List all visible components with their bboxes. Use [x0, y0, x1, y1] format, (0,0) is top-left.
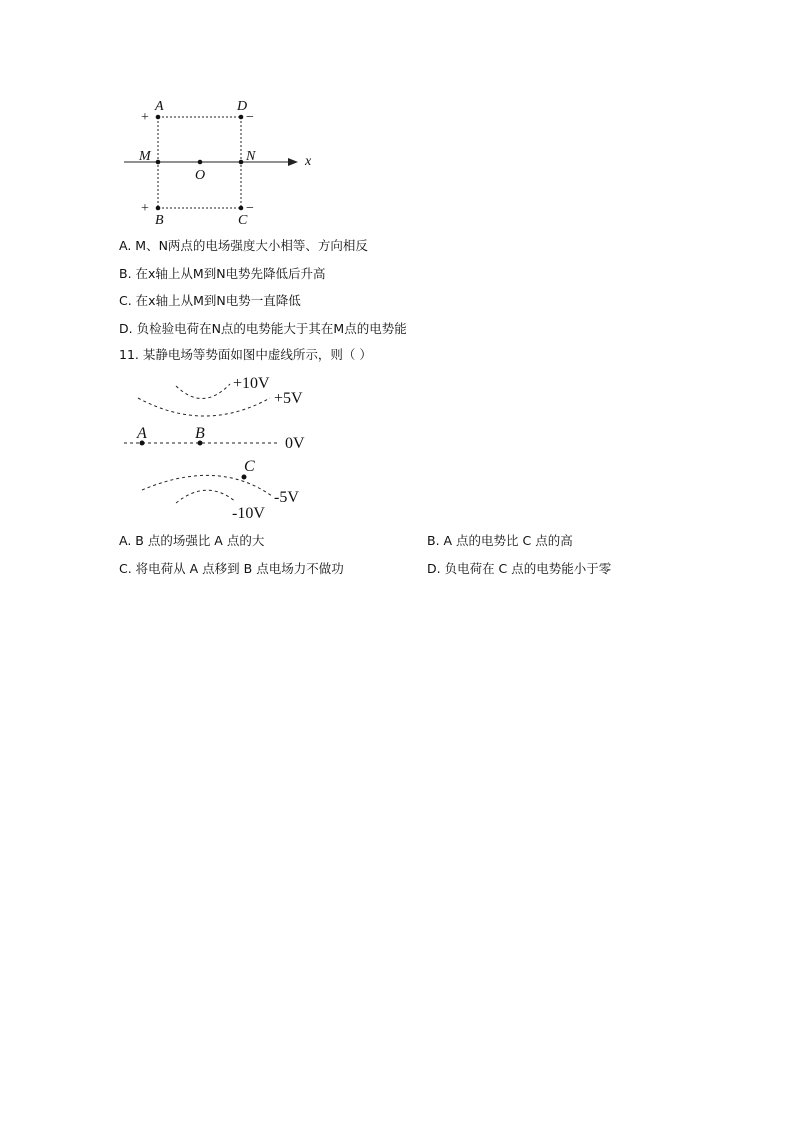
label-m: M	[139, 149, 151, 164]
label-b: B	[155, 213, 164, 228]
label-c: C	[238, 213, 248, 228]
q10-option-d: D. 负检验电荷在N点的电势能大于其在M点的电势能	[119, 321, 407, 336]
point-m	[156, 160, 161, 165]
q11-option-c: C. 将电荷从 A 点移到 B 点电场力不做功	[119, 561, 344, 576]
point-b	[156, 206, 161, 211]
label-o: O	[195, 168, 206, 183]
x-axis-arrow-icon	[288, 158, 298, 166]
label-b-field: B	[195, 425, 205, 442]
charge-sign-c: −	[246, 201, 254, 216]
q11-option-a: A. B 点的场强比 A 点的大	[119, 533, 265, 548]
charge-sign-a: +	[141, 110, 149, 125]
q11-stem: 11. 某静电场等势面如图中虚线所示，则（ ）	[119, 347, 372, 362]
q10-option-b: B. 在x轴上从M到N电势先降低后升高	[119, 266, 326, 281]
point-o	[198, 160, 203, 165]
equipotential-plus5	[138, 398, 270, 416]
label-a: A	[155, 99, 164, 114]
equipotential-plus10	[176, 384, 230, 399]
potential-minus10: -10V	[232, 505, 265, 522]
q11-option-d: D. 负电荷在 C 点的电势能小于零	[427, 561, 612, 576]
equipotential-minus10	[176, 490, 236, 503]
point-a	[156, 115, 161, 120]
label-x: x	[305, 154, 312, 169]
point-c-field	[242, 475, 247, 480]
potential-zero: 0V	[285, 435, 305, 452]
q10-option-c: C. 在x轴上从M到N电势一直降低	[119, 293, 301, 308]
point-c	[239, 206, 244, 211]
potential-plus5: +5V	[274, 390, 303, 407]
potential-minus5: -5V	[274, 489, 299, 506]
charge-sign-d: −	[246, 110, 254, 125]
charge-sign-b: +	[141, 201, 149, 216]
label-c-field: C	[244, 458, 255, 475]
point-n	[239, 160, 244, 165]
potential-plus10: +10V	[233, 375, 270, 392]
label-a-field: A	[137, 425, 147, 442]
label-n: N	[246, 149, 256, 164]
equipotential-minus5	[142, 475, 272, 496]
point-d	[239, 115, 244, 120]
q10-option-a: A. M、N两点的电场强度大小相等、方向相反	[119, 238, 368, 253]
q11-option-b: B. A 点的电势比 C 点的高	[427, 533, 573, 548]
label-d: D	[237, 99, 248, 114]
